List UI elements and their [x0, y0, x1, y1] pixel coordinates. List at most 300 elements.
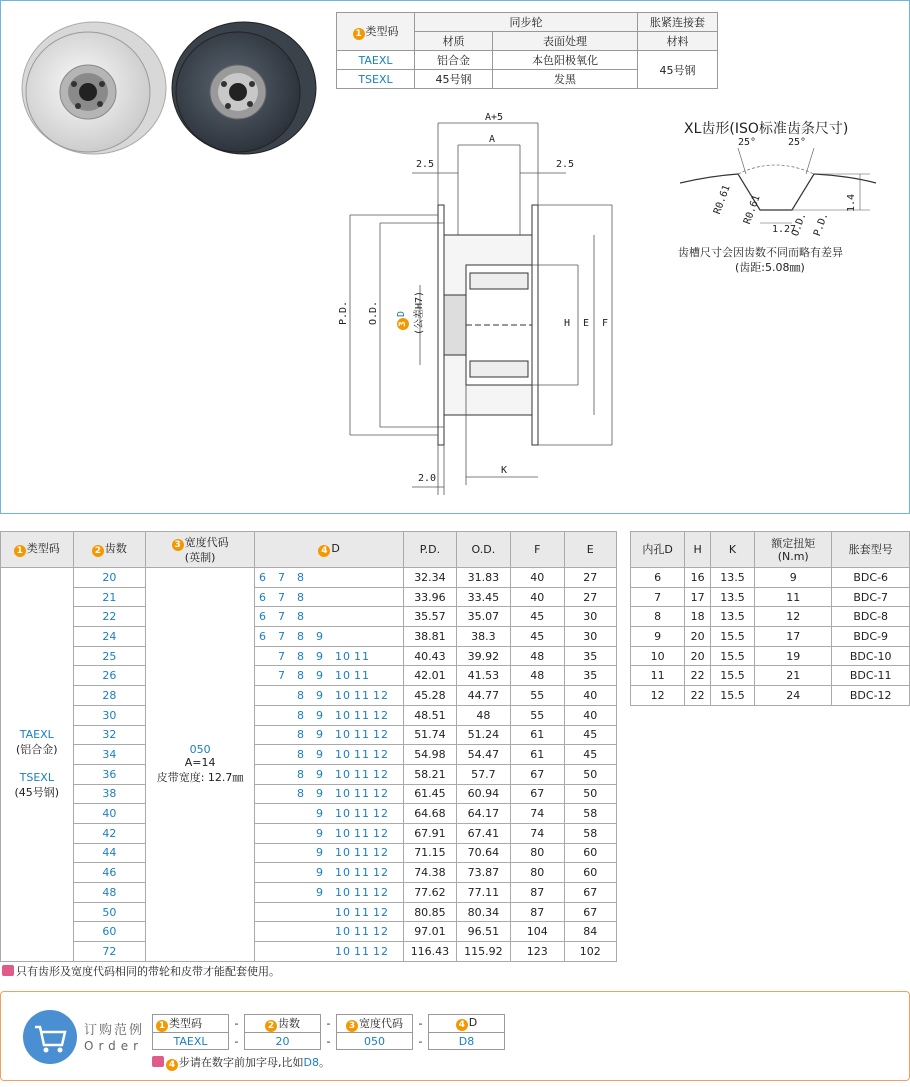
d-options-cell — [255, 843, 404, 863]
e-cell: 35 — [564, 666, 616, 686]
badge-4: 4 — [166, 1059, 178, 1071]
bush-d-cell: 10 — [631, 646, 685, 666]
d-options-cell — [255, 784, 404, 804]
d-option: 12 — [373, 905, 390, 919]
order-dash: - — [234, 1034, 239, 1048]
main-table — [0, 531, 617, 962]
order-width-header — [337, 1015, 413, 1033]
d-option: 9 — [316, 649, 325, 663]
steel-pulley-image — [172, 22, 316, 154]
bush-m-cell: BDC-11 — [832, 666, 910, 686]
d-options-cell — [255, 568, 404, 588]
d-option: 8 — [297, 649, 306, 663]
f-cell: 55 — [511, 686, 564, 706]
e-cell: 45 — [564, 745, 616, 765]
dim-d — [396, 311, 409, 330]
bush-h-header: H — [685, 532, 711, 568]
teeth-cell: 28 — [73, 686, 146, 706]
d-option: 6 — [259, 610, 268, 624]
table-row — [1, 883, 617, 903]
table-row — [1, 607, 617, 627]
d-option: 10 — [335, 807, 352, 821]
badge-4: 4 — [318, 545, 330, 557]
od-cell: 67.41 — [456, 823, 510, 843]
e-cell: 40 — [564, 705, 616, 725]
teeth-cell: 22 — [73, 607, 146, 627]
d-option: 8 — [297, 767, 306, 781]
warning-icon — [152, 1056, 164, 1067]
d-options-cell — [255, 764, 404, 784]
e-cell: 30 — [564, 607, 616, 627]
pd-cell: 32.34 — [404, 568, 456, 588]
pd-cell: 97.01 — [404, 922, 456, 942]
d-option: 7 — [278, 629, 287, 643]
d-option: 11 — [354, 905, 371, 919]
tooth-profile-drawing — [680, 138, 880, 238]
tooth-pitch-note: (齿距:5.08㎜) — [735, 261, 805, 274]
type-cell-line: (铝合金) — [15, 743, 58, 757]
od-cell: 39.92 — [456, 646, 510, 666]
od-cell: 54.47 — [456, 745, 510, 765]
dim-right-2-5: 2.5 — [556, 159, 575, 170]
spec-surface: 本色阳极氧化 — [493, 51, 638, 70]
od-cell: 31.83 — [456, 568, 510, 588]
e-cell: 60 — [564, 843, 616, 863]
d-option: 9 — [316, 767, 325, 781]
d-option: 8 — [297, 728, 306, 742]
e-cell: 58 — [564, 823, 616, 843]
spec-code: TSEXL — [337, 70, 415, 89]
d-options-cell — [255, 823, 404, 843]
dim-a-plus: A+5 — [485, 112, 504, 123]
f-cell: 45 — [511, 627, 564, 647]
order-width-value: 050 — [337, 1033, 413, 1050]
order-note-end: 。 — [318, 1056, 330, 1069]
bush-h-cell: 22 — [685, 666, 711, 686]
width-cell-line: 皮带宽度: 12.7㎜ — [156, 771, 244, 785]
e-cell: 102 — [564, 942, 616, 962]
bush-k-cell: 13.5 — [711, 587, 755, 607]
table-row — [631, 607, 910, 627]
d-option: 11 — [354, 846, 371, 860]
d-option: 12 — [373, 885, 390, 899]
teeth-cell: 24 — [73, 627, 146, 647]
main-f-header: F — [511, 532, 564, 568]
table-row — [1, 804, 617, 824]
pd-cell: 61.45 — [404, 784, 456, 804]
d-option: 10 — [335, 688, 352, 702]
dim-e: E — [583, 318, 590, 329]
teeth-cell: 34 — [73, 745, 146, 765]
spec-code: TAEXL — [337, 51, 415, 70]
teeth-cell: 46 — [73, 863, 146, 883]
d-options-cell — [255, 686, 404, 706]
main-width-label: 宽度代码 — [184, 535, 229, 549]
bush-m-cell: BDC-7 — [832, 587, 910, 607]
d-options-cell — [255, 627, 404, 647]
f-cell: 55 — [511, 705, 564, 725]
order-title: 订购范例 — [84, 1023, 145, 1038]
width-cell-line: 050 — [189, 743, 211, 757]
table-row — [1, 823, 617, 843]
d-option: 8 — [297, 570, 306, 584]
main-od-header: O.D. — [456, 532, 510, 568]
badge-4: 4 — [456, 1019, 468, 1031]
teeth-cell: 25 — [73, 646, 146, 666]
pd-cell: 35.57 — [404, 607, 456, 627]
d-option: 7 — [278, 649, 287, 663]
teeth-cell: 44 — [73, 843, 146, 863]
pd-cell: 80.85 — [404, 902, 456, 922]
d-options-cell — [255, 942, 404, 962]
order-note-text: 步请在数字前加字母,比如 — [179, 1056, 304, 1069]
teeth-cell: 38 — [73, 784, 146, 804]
main-pd-header: P.D. — [404, 532, 456, 568]
f-cell: 48 — [511, 646, 564, 666]
table-row — [1, 902, 617, 922]
pulley-photos — [12, 20, 332, 160]
f-cell: 74 — [511, 804, 564, 824]
d-option: 12 — [373, 748, 390, 762]
table-row — [1, 745, 617, 765]
d-option: 11 — [354, 748, 371, 762]
order-d-header — [429, 1015, 505, 1033]
d-option: 9 — [316, 787, 325, 801]
main-type-label: 类型码 — [26, 542, 60, 555]
dim-pd: P.D. — [338, 300, 349, 325]
d-option: 11 — [354, 866, 371, 880]
order-width-label: 宽度代码 — [359, 1017, 403, 1030]
dim-d-tolerance: (公差H7) — [414, 290, 425, 335]
d-option: 12 — [373, 787, 390, 801]
od-cell: 48 — [456, 705, 510, 725]
d-option: 7 — [278, 610, 287, 624]
d-option: 12 — [373, 728, 390, 742]
teeth-cell: 21 — [73, 587, 146, 607]
f-cell: 45 — [511, 607, 564, 627]
order-note — [152, 1054, 330, 1071]
d-option: 10 — [335, 728, 352, 742]
d-options-cell — [255, 646, 404, 666]
pd-cell: 58.21 — [404, 764, 456, 784]
pd-cell: 38.81 — [404, 627, 456, 647]
od-cell: 44.77 — [456, 686, 510, 706]
d-option: 8 — [297, 590, 306, 604]
order-type-label: 类型码 — [169, 1017, 202, 1030]
od-cell: 64.17 — [456, 804, 510, 824]
f-cell: 40 — [511, 568, 564, 588]
badge-2: 2 — [92, 545, 104, 557]
d-option: 6 — [259, 570, 268, 584]
bush-h-cell: 22 — [685, 686, 711, 706]
order-dash: - — [418, 1034, 423, 1048]
cart-icon — [22, 1009, 78, 1065]
badge-2: 2 — [265, 1020, 277, 1032]
badge-3: 3 — [397, 318, 409, 330]
d-option: 9 — [316, 708, 325, 722]
d-option: 8 — [297, 708, 306, 722]
badge-1: 1 — [14, 545, 26, 557]
type-cell-line: TAEXL — [19, 728, 54, 742]
d-options-cell — [255, 666, 404, 686]
order-teeth-value: 20 — [245, 1033, 321, 1050]
compat-note-text: 只有齿形及宽度代码相同的带轮和皮带才能配套使用。 — [16, 965, 280, 978]
table-row — [631, 568, 910, 588]
f-cell: 67 — [511, 784, 564, 804]
d-options-cell — [255, 587, 404, 607]
d-option: 8 — [297, 669, 306, 683]
d-options-cell — [255, 863, 404, 883]
od-cell: 41.53 — [456, 666, 510, 686]
bush-k-cell: 13.5 — [711, 568, 755, 588]
d-option: 10 — [335, 787, 352, 801]
order-teeth-header — [245, 1015, 321, 1033]
type-cell-line: (45号钢) — [14, 786, 60, 800]
d-options-cell — [255, 902, 404, 922]
d-option: 9 — [316, 826, 325, 840]
d-option: 10 — [335, 669, 352, 683]
spec-typecode-header — [337, 13, 415, 51]
spec-pulley-header: 同步轮 — [415, 13, 638, 32]
bush-h-cell: 18 — [685, 607, 711, 627]
bush-torque-unit: (N.m) — [777, 549, 809, 563]
bush-torque-label: 额定扭矩 — [771, 536, 816, 550]
tooth-pd: P.D. — [812, 211, 831, 238]
main-teeth-label: 齿数 — [104, 542, 127, 555]
teeth-cell: 20 — [73, 568, 146, 588]
od-cell: 57.7 — [456, 764, 510, 784]
e-cell: 58 — [564, 804, 616, 824]
od-cell: 51.24 — [456, 725, 510, 745]
d-option: 8 — [297, 748, 306, 762]
d-option: 11 — [354, 807, 371, 821]
pd-cell: 33.96 — [404, 587, 456, 607]
table-row — [1, 922, 617, 942]
bush-h-cell: 20 — [685, 646, 711, 666]
d-option: 8 — [297, 629, 306, 643]
d-option: 10 — [335, 944, 352, 958]
order-d-label: D — [468, 1016, 478, 1029]
d-option: 8 — [297, 787, 306, 801]
teeth-cell: 30 — [73, 705, 146, 725]
bush-k-cell: 15.5 — [711, 686, 755, 706]
od-cell: 60.94 — [456, 784, 510, 804]
tooth-note: 齿槽尺寸会因齿数不同而略有差异 — [678, 246, 843, 259]
bush-t-cell: 11 — [754, 587, 832, 607]
dim-d-label: D — [396, 310, 407, 317]
bush-h-cell: 17 — [685, 587, 711, 607]
od-cell: 80.34 — [456, 902, 510, 922]
d-options-cell — [255, 804, 404, 824]
f-cell: 104 — [511, 922, 564, 942]
table-row — [1, 784, 617, 804]
tooth-radius-2: R0.61 — [742, 193, 763, 226]
table-row — [631, 686, 910, 706]
bush-k-cell: 15.5 — [711, 627, 755, 647]
tooth-radius-1: R0.61 — [712, 183, 733, 216]
d-option: 11 — [354, 767, 371, 781]
d-option: 11 — [354, 944, 371, 958]
d-option: 6 — [259, 629, 268, 643]
order-table — [152, 1014, 505, 1050]
d-option: 7 — [278, 570, 287, 584]
bush-d-cell: 9 — [631, 627, 685, 647]
d-options-cell — [255, 705, 404, 725]
table-row — [1, 705, 617, 725]
bush-t-cell: 21 — [754, 666, 832, 686]
d-option: 11 — [354, 708, 371, 722]
d-option: 11 — [354, 688, 371, 702]
d-options-cell — [255, 883, 404, 903]
dim-bottom-2-0: 2.0 — [418, 473, 437, 484]
order-dash: - — [326, 1017, 331, 1030]
pd-cell: 54.98 — [404, 745, 456, 765]
table-row — [631, 627, 910, 647]
bush-t-cell: 24 — [754, 686, 832, 706]
order-dash: - — [418, 1017, 423, 1030]
d-option: 9 — [316, 807, 325, 821]
table-row — [1, 587, 617, 607]
d-option: 11 — [354, 787, 371, 801]
tooth-height: 1.4 — [846, 193, 857, 212]
od-cell: 73.87 — [456, 863, 510, 883]
table-row — [1, 843, 617, 863]
bush-model-header: 胀套型号 — [832, 532, 910, 568]
d-option: 10 — [335, 748, 352, 762]
d-options-cell — [255, 607, 404, 627]
e-cell: 45 — [564, 725, 616, 745]
d-option: 10 — [335, 708, 352, 722]
d-option: 12 — [373, 944, 390, 958]
type-cell — [1, 568, 74, 962]
pd-cell: 67.91 — [404, 823, 456, 843]
type-cell-line: TSEXL — [19, 771, 54, 785]
main-width-sub: (英制) — [184, 550, 216, 564]
d-option: 11 — [354, 669, 371, 683]
od-cell: 77.11 — [456, 883, 510, 903]
pd-cell: 74.38 — [404, 863, 456, 883]
d-option: 9 — [316, 885, 325, 899]
e-cell: 35 — [564, 646, 616, 666]
d-option: 10 — [335, 885, 352, 899]
table-row — [1, 627, 617, 647]
f-cell: 74 — [511, 823, 564, 843]
spec-surface-header: 表面处理 — [493, 32, 638, 51]
e-cell: 50 — [564, 784, 616, 804]
main-d-label: D — [331, 542, 340, 555]
teeth-cell: 50 — [73, 902, 146, 922]
pd-cell: 116.43 — [404, 942, 456, 962]
table-row — [1, 725, 617, 745]
d-option: 11 — [354, 826, 371, 840]
bush-t-cell: 9 — [754, 568, 832, 588]
d-option: 6 — [259, 590, 268, 604]
e-cell: 50 — [564, 764, 616, 784]
bush-d-cell: 8 — [631, 607, 685, 627]
od-cell: 38.3 — [456, 627, 510, 647]
od-cell: 33.45 — [456, 587, 510, 607]
tooth-width: 1.27 — [772, 224, 797, 235]
e-cell: 84 — [564, 922, 616, 942]
f-cell: 61 — [511, 745, 564, 765]
width-cell-line: A=14 — [184, 756, 216, 770]
order-teeth-label: 齿数 — [278, 1017, 300, 1030]
bush-k-header: K — [711, 532, 755, 568]
f-cell: 87 — [511, 902, 564, 922]
spec-material: 铝合金 — [415, 51, 493, 70]
d-option: 9 — [316, 728, 325, 742]
main-e-header: E — [564, 532, 616, 568]
d-option: 10 — [335, 649, 352, 663]
pd-cell: 45.28 — [404, 686, 456, 706]
bush-d-cell: 6 — [631, 568, 685, 588]
table-row — [631, 666, 910, 686]
bush-h-cell: 16 — [685, 568, 711, 588]
table-row — [631, 646, 910, 666]
main-width-header — [146, 532, 255, 568]
bush-t-cell: 19 — [754, 646, 832, 666]
badge-1: 1 — [353, 28, 365, 40]
order-note-example: D8 — [303, 1056, 319, 1069]
tooth-title: XL齿形(ISO标准齿条尺寸) — [684, 121, 849, 137]
bush-h-cell: 20 — [685, 627, 711, 647]
spec-material: 45号钢 — [415, 70, 493, 89]
compat-note — [2, 963, 280, 979]
teeth-cell: 40 — [73, 804, 146, 824]
bush-k-cell: 15.5 — [711, 646, 755, 666]
tooth-angle-left: 25° — [738, 137, 757, 148]
e-cell: 67 — [564, 902, 616, 922]
order-dash: - — [326, 1034, 331, 1048]
main-type-header — [1, 532, 74, 568]
bush-d-cell: 12 — [631, 686, 685, 706]
f-cell: 87 — [511, 883, 564, 903]
pd-cell: 71.15 — [404, 843, 456, 863]
order-title-en: Order — [84, 1039, 144, 1053]
table-row — [631, 587, 910, 607]
d-option: 9 — [316, 629, 325, 643]
d-option: 10 — [335, 826, 352, 840]
pd-cell: 42.01 — [404, 666, 456, 686]
table-row — [1, 666, 617, 686]
spec-bush-material: 45号钢 — [638, 51, 718, 89]
f-cell: 48 — [511, 666, 564, 686]
d-option: 12 — [373, 807, 390, 821]
bush-m-cell: BDC-12 — [832, 686, 910, 706]
d-option: 12 — [373, 767, 390, 781]
warning-icon — [2, 965, 14, 976]
d-options-cell — [255, 922, 404, 942]
d-option: 7 — [278, 590, 287, 604]
pd-cell: 40.43 — [404, 646, 456, 666]
bush-d-header: 内孔D — [631, 532, 685, 568]
teeth-cell: 42 — [73, 823, 146, 843]
spec-table — [336, 12, 718, 89]
table-row — [1, 568, 617, 588]
e-cell: 27 — [564, 587, 616, 607]
bush-m-cell: BDC-10 — [832, 646, 910, 666]
f-cell: 80 — [511, 863, 564, 883]
bush-t-cell: 12 — [754, 607, 832, 627]
pd-cell: 64.68 — [404, 804, 456, 824]
d-option: 12 — [373, 826, 390, 840]
spec-bush-material-header: 材料 — [638, 32, 718, 51]
dim-k: K — [501, 465, 508, 476]
d-option: 8 — [297, 688, 306, 702]
f-cell: 61 — [511, 725, 564, 745]
dim-a: A — [489, 134, 496, 145]
d-option: 10 — [335, 767, 352, 781]
